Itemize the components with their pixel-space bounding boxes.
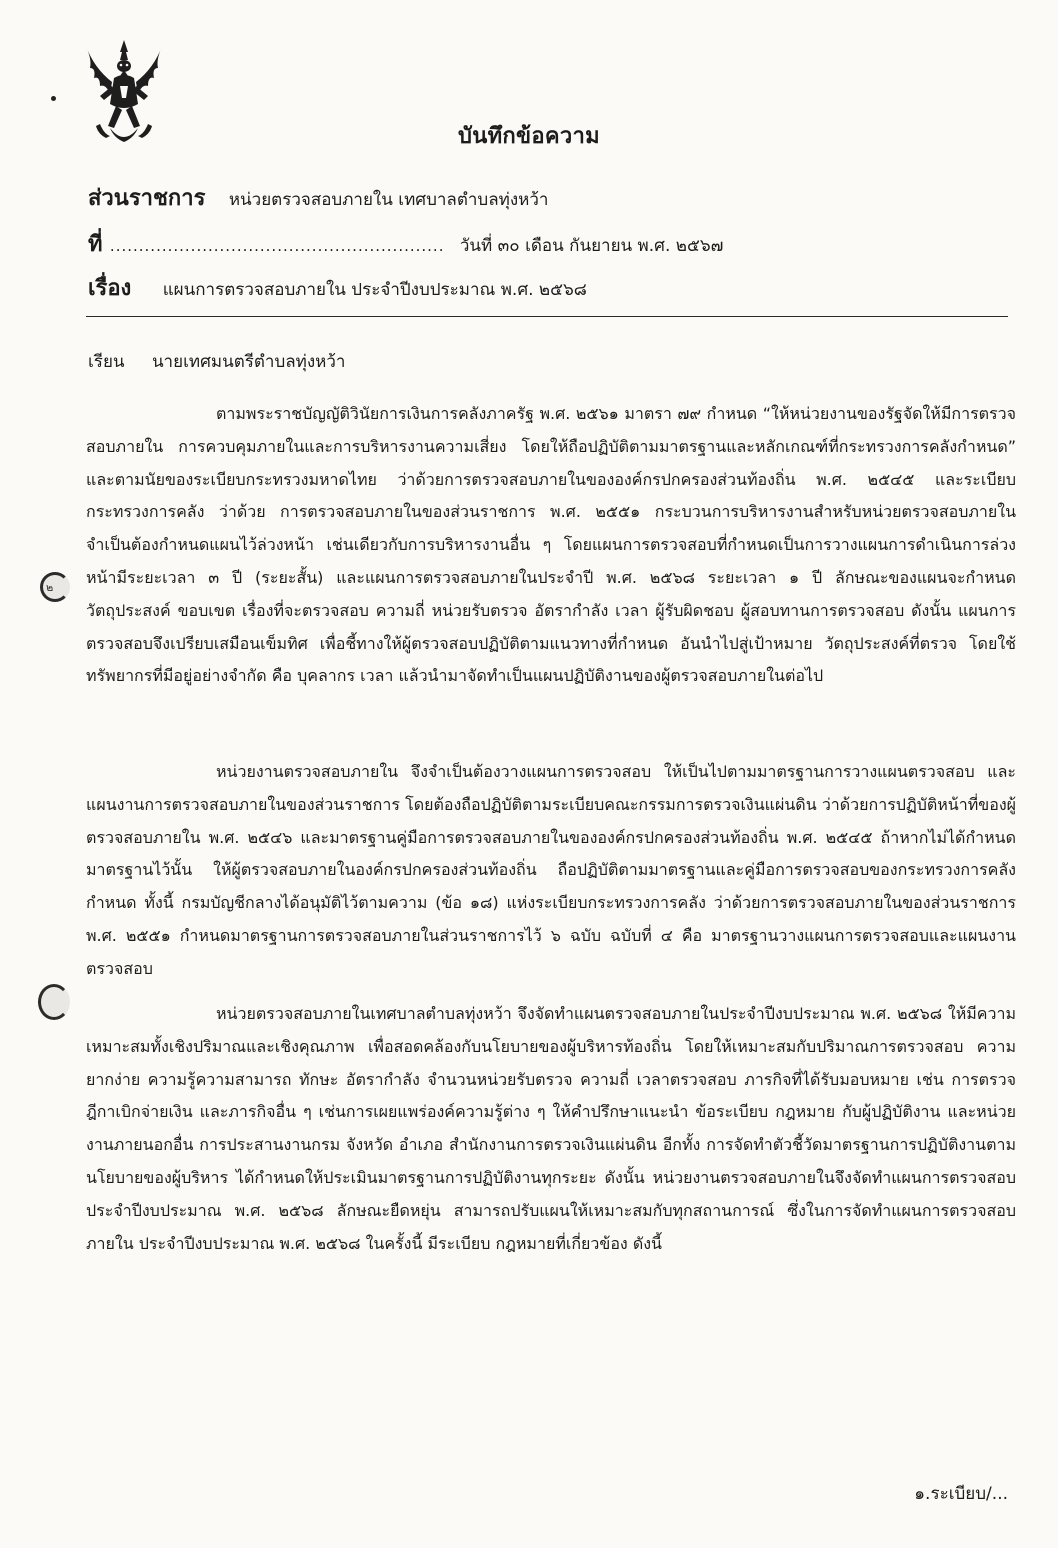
salutation-recipient: นายเทศมนตรีตำบลทุ่งหว้า	[151, 352, 346, 372]
salutation-row	[88, 348, 345, 375]
reference-label: ที่	[88, 232, 103, 257]
header-divider	[86, 316, 1008, 317]
department-label: ส่วนราชการ	[88, 186, 206, 211]
memo-date: วันที่ ๓๐ เดือน กันยายน พ.ศ. ๒๕๖๗	[459, 236, 724, 256]
subject-label: เรื่อง	[88, 276, 132, 301]
punch-hole-top	[40, 572, 70, 602]
punch-hole-bottom	[38, 984, 70, 1020]
salutation-label: เรียน	[88, 352, 125, 372]
department-value: หน่วยตรวจสอบภายใน เทศบาลตำบลทุ่งหว้า	[228, 190, 549, 210]
body-paragraph-1: ตามพระราชบัญญัติวินัยการเงินการคลังภาครัฐ พ.ศ. ๒๕๖๑ มาตรา ๗๙ กำหนด “ให้หน่วยงานของรัฐจัดให้มีการตรวจสอบภายใน การควบคุมภายในและการบริหารงานความเสี่ยง โดยให้ถือปฏิบัติตามมาตรฐานและหลักเกณฑ์ที่กระทรวงการคลังกำหนด” และตามนัยของระเบียบกระทรวงมหาดไทย ว่าด้วยการตรวจสอบภายในขององค์กรปกครองส่วนท้องถิ่น พ.ศ. ๒๕๔๕ และระเบียบกระทรวงการคลัง ว่าด้วย การตรวจสอบภายในของส่วนราชการ พ.ศ. ๒๕๕๑ กระบวนการบริหารงานสำหรับหน่วยตรวจสอบภายใน จำเป็นต้องกำหนดแผนไว้ล่วงหน้า เช่นเดียวกับการบริหารงานอื่น ๆ โดยแผนการตรวจสอบที่กำหนดเป็นการวางแผนการดำเนินการล่วงหน้ามีระยะเวลา ๓ ปี (ระยะสั้น) และแผนการตรวจสอบภายในประจำปี พ.ศ. ๒๕๖๘ ระยะเวลา ๑ ปี ลักษณะของแผนจะกำหนดวัตถุประสงค์ ขอบเขต เรื่องที่จะตรวจสอบ ความถี่ หน่วยรับตรวจ อัตรากำลัง เวลา ผู้รับผิดชอบ ผู้สอบทานการตรวจสอบ ดังนั้น แผนการตรวจสอบจึงเปรียบเสมือนเข็มทิศ เพื่อชี้ทางให้ผู้ตรวจสอบปฏิบัติตามแนวทางที่กำหนด อันนำไปสู่เป้าหมาย วัตถุประสงค์ที่ตรวจ โดยใช้ทรัพยากรที่มีอยู่อย่างจำกัด คือ บุคลากร เวลา แล้วนำมาจัดทำเป็นแผนปฏิบัติงานของผู้ตรวจสอบภายในต่อไป	[86, 404, 1016, 686]
ink-speck	[51, 96, 56, 101]
memo-title: บันทึกข้อความ	[457, 124, 600, 149]
body-paragraph-2: หน่วยงานตรวจสอบภายใน จึงจำเป็นต้องวางแผนการตรวจสอบ ให้เป็นไปตามมาตรฐานการวางแผนตรวจสอบ และแผนงานการตรวจสอบภายในของส่วนราชการ โดยต้องถือปฏิบัติตามระเบียบคณะกรรมการตรวจเงินแผ่นดิน ว่าด้วยการปฏิบัติหน้าที่ของผู้ตรวจสอบภายใน พ.ศ. ๒๕๔๖ และมาตรฐานคู่มือการตรวจสอบภายในขององค์กรปกครองส่วนท้องถิ่น พ.ศ. ๒๕๔๕ ถ้าหากไม่ได้กำหนดมาตรฐานไว้นั้น ให้ผู้ตรวจสอบภายในองค์กรปกครองส่วนท้องถิ่น ถือปฏิบัติตามมาตรฐานและคู่มือการตรวจสอบของกระทรวงการคลังกำหนด ทั้งนี้ กรมบัญชีกลางได้อนุมัติไว้ตามความ (ข้อ ๑๘) แห่งระเบียบกระทรวงการคลัง ว่าด้วยการตรวจสอบภายในของส่วนราชการ พ.ศ. ๒๕๕๑ กำหนดมาตรฐานการตรวจสอบภายในส่วนราชการไว้ ๖ ฉบับ ฉบับที่ ๔ คือ มาตรฐานวางแผนการตรวจสอบและแผนงานตรวจสอบ	[86, 762, 1016, 978]
department-row	[88, 180, 1018, 215]
reference-row	[88, 226, 1018, 261]
subject-value: แผนการตรวจสอบภายใน ประจำปีงบประมาณ พ.ศ. ๒๕๖๘	[162, 280, 587, 300]
margin-mark: ๒	[46, 581, 54, 594]
reference-number-blank: ..........................................................	[109, 237, 445, 255]
continuation-note: ๑.ระเบียบ/...	[914, 1484, 1008, 1504]
subject-row	[88, 270, 1018, 305]
body-paragraph-3: หน่วยตรวจสอบภายในเทศบาลตำบลทุ่งหว้า จึงจัดทำแผนตรวจสอบภายในประจำปีงบประมาณ พ.ศ. ๒๕๖๘ ให้มีความเหมาะสมทั้งเชิงปริมาณและเชิงคุณภาพ เพื่อสอดคล้องกับนโยบายของผู้บริหารท้องถิ่น โดยให้เหมาะสมกับปริมาณการตรวจสอบ ความยากง่าย ความรู้ความสามารถ ทักษะ อัตรากำลัง จำนวนหน่วยรับตรวจ ความถี่ เวลาตรวจสอบ ภารกิจที่ได้รับมอบหมาย เช่น การตรวจฎีกาเบิกจ่ายเงิน และภารกิจอื่น ๆ เช่นการเผยแพร่องค์ความรู้ต่าง ๆ ให้คำปรึกษาแนะนำ ข้อระเบียบ กฎหมาย กับผู้ปฏิบัติงาน และหน่วยงานภายนอกอื่น การประสานงานกรม จังหวัด อำเภอ สำนักงานการตรวจเงินแผ่นดิน อีกทั้ง การจัดทำตัวชี้วัดมาตรฐานการปฏิบัติงานตามนโยบายของผู้บริหาร ได้กำหนดให้ประเมินมาตรฐานการปฏิบัติงานทุกระยะ ดังนั้น หน่วยงานตรวจสอบภายในจึงจัดทำแผนการตรวจสอบประจำปีงบประมาณ พ.ศ. ๒๕๖๘ ลักษณะยืดหยุ่น สามารถปรับแผนให้เหมาะสมกับทุกสถานการณ์ ซึ่งในการจัดทำแผนการตรวจสอบภายใน ประจำปีงบประมาณ พ.ศ. ๒๕๖๘ ในครั้งนี้ มีระเบียบ กฎหมายที่เกี่ยวข้อง ดังนี้	[86, 1004, 1017, 1253]
